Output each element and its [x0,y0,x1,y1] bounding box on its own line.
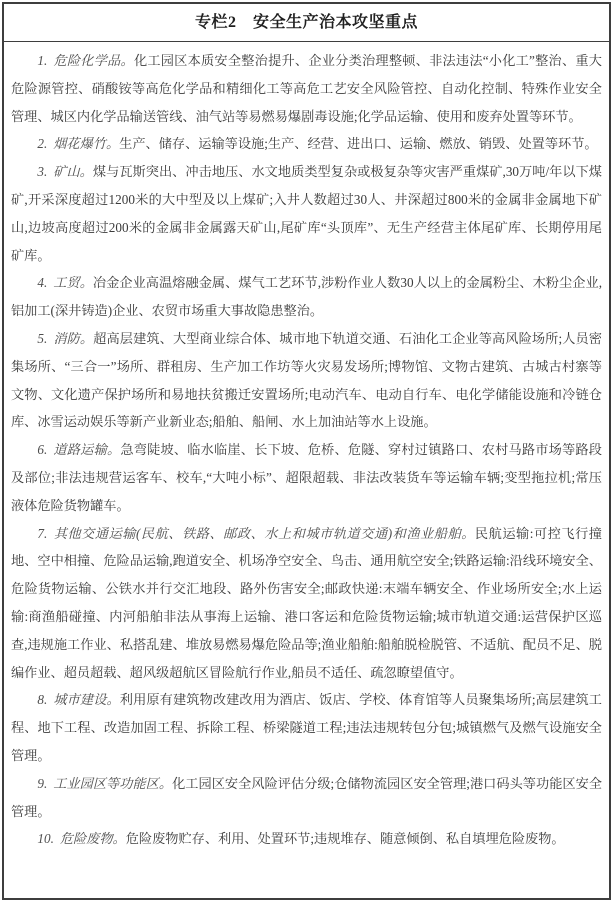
item-number: 1. [37,53,48,68]
item-body: 民航运输:可控飞行撞地、空中相撞、危险品运输,跑道安全、机场净空安全、鸟击、通用航空安全;铁路运输:沿线环境安全、危险货物运输、公铁水并行交汇地段、路外伤害安全;邮政快递:末端车辆安全、作业场所安全;水上运输:商渔船碰撞、内河船舶非法从事海上运输、港口客运和危险货物运输;城市轨道交通:运营保护区巡查,违规施工作业、私搭乱建、堆放易燃易爆危险品等;渔业船舶:船舶脱检脱管、不适航、配员不足、脱编作业、超员超载、超风级超航区冒险航行作业,船员不适任、疏忽瞭望值守。 [11,525,602,680]
item-heading: 道路运输。 [53,442,121,458]
item-number: 7. [37,525,48,541]
item-number: 6. [37,442,48,458]
document-panel [2,2,611,900]
list-item [11,269,602,325]
list-item [11,130,602,158]
item-body: 超高层建筑、大型商业综合体、城市地下轨道交通、石油化工企业等高风险场所;人员密集场所、“三合一”场所、群租房、生产加工作坊等火灾易发场所;博物馆、文物古建筑、古城古村寨等文物、文化遗产保护场所和易地扶贫搬迁安置场所;电动汽车、电动自行车、电化学储能设施和冷链仓库、冰雪运动娱乐等新产业新业态;船舶、船闸、水上加油站等水上设施。 [11,330,602,430]
item-body: 化工园区安全风险评估分级;仓储物流园区安全管理;港口码头等功能区安全管理。 [11,775,603,819]
list-item [11,520,602,687]
item-body: 急弯陡坡、临水临崖、长下坡、危桥、危隧、穿村过镇路口、农村马路市场等路段及部位;非法违规营运客车、校车,“大吨小标”、超限超载、非法改装货车等运输车辆;变型拖拉机;常压液体危险货物罐车。 [11,442,602,513]
item-heading: 工贸。 [53,275,93,291]
list-item [11,158,602,269]
list-item [11,825,602,853]
item-body: 危险废物贮存、利用、处置环节;违规堆存、随意倾倒、私自填埋危险废物。 [125,831,565,847]
item-heading: 其他交通运输(民航、铁路、邮政、水上和城市轨道交通)和渔业船舶。 [53,525,475,541]
item-number: 10. [37,831,54,847]
item-number: 3. [37,164,48,180]
item-heading: 烟花爆竹。 [53,136,120,152]
item-number: 8. [37,692,48,708]
item-heading: 矿山。 [53,164,93,180]
item-body: 化工园区本质安全整治提升、企业分类治理整顿、非法违法“小化工”整治、重大危险源管控、硝酸铵等高危化学品和精细化工等高危工艺安全风险管控、自动化控制、特殊作业安全管理、城区内化学品输送管线、油气站等易燃易爆剧毒设施;化学品运输、使用和废弃处置等环节。 [11,53,602,124]
item-body: 生产、储存、运输等设施;生产、经营、进出口、运输、燃放、销毁、处置等环节。 [119,136,598,152]
list-item [11,686,602,769]
panel-body [4,42,609,853]
item-heading: 危险化学品。 [53,53,134,68]
item-heading: 危险废物。 [59,831,126,847]
list-item [11,436,602,519]
list-item [11,770,602,826]
list-item [11,325,602,436]
item-heading: 消防。 [53,330,94,346]
item-heading: 工业园区等功能区。 [53,775,173,791]
item-body: 利用原有建筑物改建改用为酒店、饭店、学校、体育馆等人员聚集场所;高层建筑工程、地下工程、改造加固工程、拆除工程、桥梁隧道工程;违法违规转包分包;城镇燃气及燃气设施安全管理。 [11,692,602,763]
item-number: 9. [37,775,48,791]
item-heading: 城市建设。 [53,692,120,708]
item-body: 煤与瓦斯突出、冲击地压、水文地质类型复杂或极复杂等灾害严重煤矿,30万吨/年以下煤矿,开采深度超过1200米的大中型及以上煤矿;入井人数超过30人、井深超过800米的金属非金属地下矿山,边坡高度超过200米的金属非金属露天矿山,尾矿库“头顶库”、无生产经营主体尾矿库、长期停用尾矿库。 [11,164,602,263]
panel-title: 专栏2 安全生产治本攻坚重点 [4,4,609,42]
item-number: 5. [37,330,48,346]
item-number: 2. [37,136,48,152]
item-body: 冶金企业高温熔融金属、煤气工艺环节,涉粉作业人数30人以上的金属粉尘、木粉尘企业,铝加工(深井铸造)企业、农贸市场重大事故隐患整治。 [11,275,602,319]
list-item [11,47,602,130]
item-number: 4. [37,275,48,291]
